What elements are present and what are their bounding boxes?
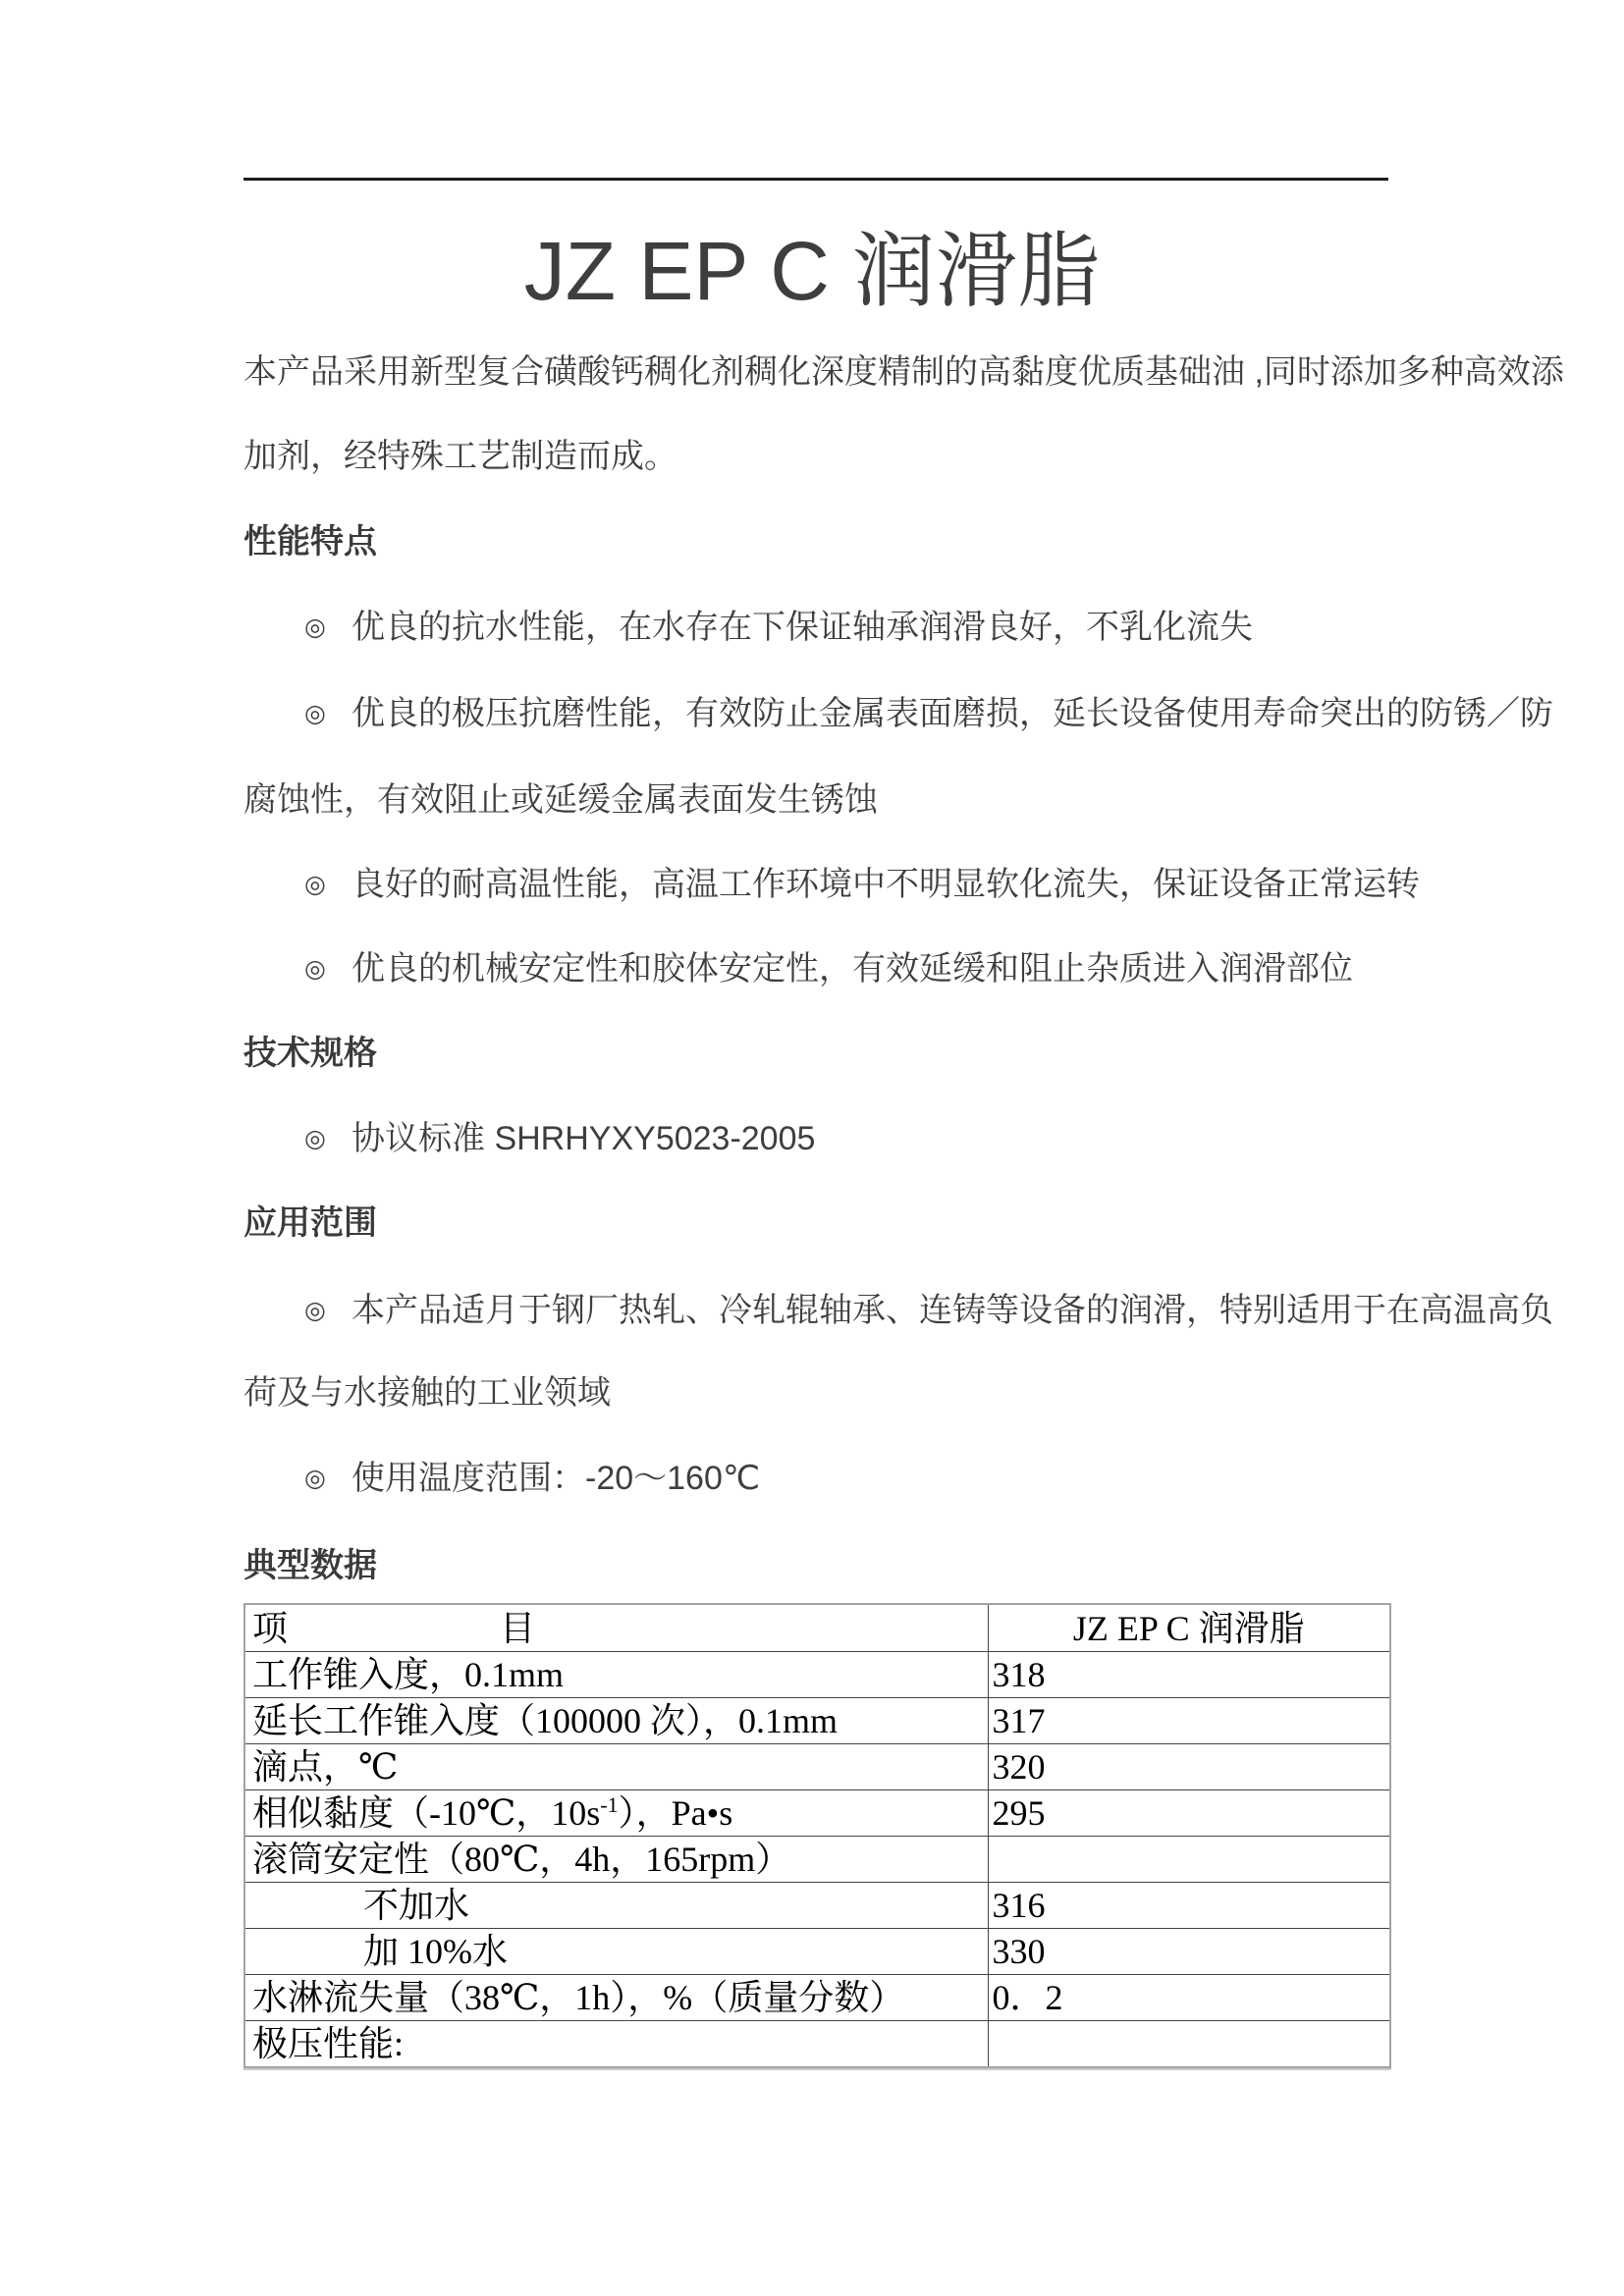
section-heading-application: 应用范围 [244, 1204, 377, 1242]
table-cell-item: 滴点，℃ [244, 1744, 988, 1790]
performance-bullet-2-continuation: 腐蚀性，有效阻止或延缓金属表面发生锈蚀 [244, 781, 878, 819]
table-row [244, 1744, 1390, 1790]
item-text-superscript: -1 [600, 1792, 619, 1817]
table-cell-value [988, 1837, 1390, 1883]
table-cell-item: 延长工作锥入度（100000 次），0.1mm [244, 1698, 988, 1744]
bullet-text: 良好的耐高温性能，高温工作环境中不明显软化流失，保证设备正常运转 [352, 866, 1420, 903]
section-heading-typical-data: 典型数据 [244, 1547, 377, 1584]
bullseye-bullet-icon: ◎ [304, 955, 326, 983]
table-cell-value: 320 [988, 1744, 1390, 1790]
table-row [244, 1698, 1390, 1744]
bullseye-bullet-icon: ◎ [304, 871, 326, 898]
bullseye-bullet-icon: ◎ [304, 614, 326, 641]
table-cell-value: 316 [988, 1883, 1390, 1929]
application-bullet-1 [244, 1292, 1553, 1330]
page-title: JZ EP C 润滑脂 [523, 225, 1101, 317]
bullet-text: 优良的极压抗磨性能，有效防止金属表面磨损，延长设备使用寿命突出的防锈／防 [352, 695, 1553, 732]
bullet-text: 优良的机械安定性和胶体安定性，有效延缓和阻止杂质进入润滑部位 [352, 950, 1353, 988]
table-cell-value [988, 2021, 1390, 2068]
title-rule [244, 178, 1388, 181]
intro-line-1: 本产品采用新型复合磺酸钙稠化剂稠化深度精制的高黏度优质基础油 ,同时添加多种高效添 [244, 353, 1564, 391]
table-cell-value: 295 [988, 1790, 1390, 1837]
bullseye-bullet-icon: ◎ [304, 1125, 326, 1152]
table-cell-item-indented: 不加水 [244, 1883, 988, 1929]
table-cell-item-indented: 加 10%水 [244, 1929, 988, 1975]
specs-bullet-1 [244, 1120, 1500, 1158]
table-cell-item: 水淋流失量（38℃，1h），%（质量分数） [244, 1975, 988, 2021]
table-cell-item: 滚筒安定性（80℃，4h，165rpm） [244, 1837, 988, 1883]
bullet-text: 使用温度范围：-20～160℃ [352, 1460, 761, 1497]
table-cell-item: 工作锥入度，0.1mm [244, 1652, 988, 1698]
performance-bullet-1 [244, 609, 1500, 647]
performance-bullet-3 [244, 866, 1500, 904]
table-row [244, 1837, 1390, 1883]
intro-line-2: 加剂，经特殊工艺制造而成。 [244, 438, 677, 475]
section-heading-performance: 性能特点 [244, 523, 377, 561]
bullet-text: 协议标准 SHRHYXY5023-2005 [352, 1120, 816, 1157]
table-cell-value: 318 [988, 1652, 1390, 1698]
table-header-item: 项 目 [244, 1604, 988, 1652]
table-row [244, 1883, 1390, 1929]
table-row [244, 1790, 1390, 1837]
performance-bullet-4 [244, 950, 1500, 988]
bullseye-bullet-icon: ◎ [304, 1465, 326, 1492]
table-cell-value: 0．2 [988, 1975, 1390, 2021]
bullseye-bullet-icon: ◎ [304, 700, 326, 727]
table-row [244, 1652, 1390, 1698]
item-text-base: 相似黏度（-10℃，10s [252, 1793, 601, 1833]
table-cell-value: 330 [988, 1929, 1390, 1975]
table-cell-item: 极压性能: [244, 2021, 988, 2068]
table-cell-item [244, 1790, 988, 1837]
table-header-value: JZ EP C 润滑脂 [988, 1604, 1390, 1652]
table-row [244, 1975, 1390, 2021]
section-heading-specs: 技术规格 [244, 1035, 377, 1072]
application-bullet-2 [244, 1460, 1500, 1498]
bullet-text: 本产品适月于钢厂热轧、冷轧辊轴承、连铸等设备的润滑，特别适用于在高温高负 [352, 1292, 1553, 1329]
item-text-rest: ），Pa•s [618, 1793, 733, 1833]
application-bullet-1-continuation: 荷及与水接触的工业领域 [244, 1374, 611, 1412]
table-header-row [244, 1604, 1390, 1652]
performance-bullet-2 [244, 695, 1553, 733]
table-row [244, 1929, 1390, 1975]
table-row [244, 2021, 1390, 2068]
table-cell-value: 317 [988, 1698, 1390, 1744]
bullet-text: 优良的抗水性能，在水存在下保证轴承润滑良好，不乳化流失 [352, 609, 1253, 646]
typical-data-table [244, 1603, 1391, 2068]
bullseye-bullet-icon: ◎ [304, 1297, 326, 1324]
